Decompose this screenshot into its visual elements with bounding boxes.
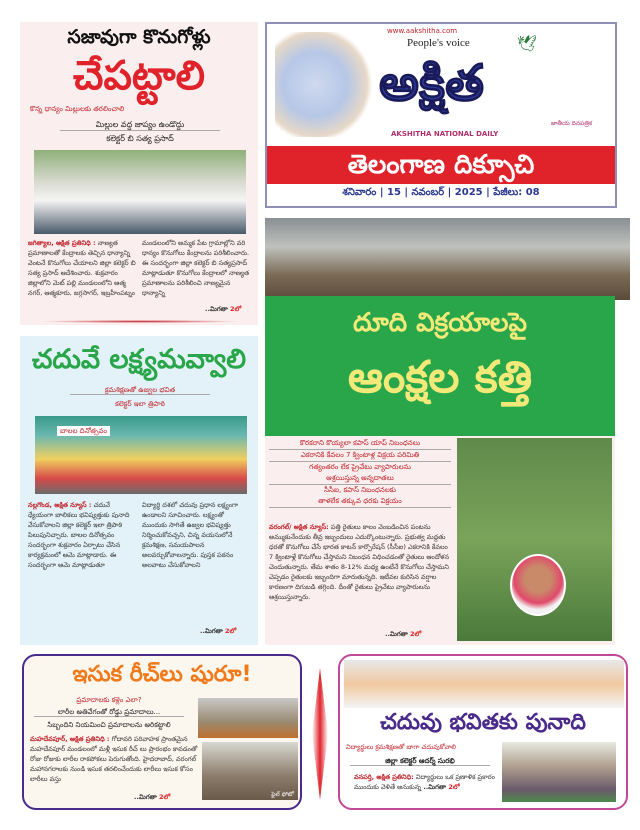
story5-top-photo: [344, 660, 624, 708]
story5-body: వనపర్తి, అక్షిత ప్రతినిధి: విద్యార్థులు ఒక ప్రణాళిక ప్రకారం ముందుకు వెళితే అనుకున్న ..మిగతా 2లో: [354, 773, 495, 791]
story2-body: [269, 522, 453, 622]
story1-col2: [142, 238, 250, 298]
story4-excavator-photo: [198, 698, 298, 738]
story2-sub: తాళలేక తక్కువ ధరకు విక్రయం: [269, 496, 451, 508]
english-name: AKSHITHA NATIONAL DAILY: [391, 130, 499, 138]
website-url[interactable]: www.aakshitha.com: [387, 27, 458, 35]
story4-trucks-photo: [202, 742, 298, 800]
edition-banner: తెలంగాణ దిక్సూచి: [267, 146, 615, 184]
story1-photo: [34, 150, 246, 234]
story2-headline: ఆంక్షల కత్తి: [347, 352, 533, 403]
story1-sub2: మిల్లుల వద్ద జాప్యం ఉండొద్దు: [60, 120, 220, 131]
story2-kicker: దూది విక్రయాలపై: [353, 308, 527, 338]
story3-dateline: నల్లగొండ, అక్షిత న్యూస్ :: [28, 501, 92, 509]
story3-col1: నల్లగొండ, అక్షిత న్యూస్ : చదువే ధ్యేయంగా బాలికలు భవిష్యత్తుకు పునాది వేసుకోవాలని జిల్లా కలెక్టర్ ఇలా త్రిపాఠి పిలుపునిచ్చారు. బాలల దినోత్సవం సందర్భంగా శుక్రవారం ఏర్పాటు చేసిన కార్యక్రమంలో ఆమె మాట్లాడారు. ఈ సందర్భంగా ఆమె మాట్లాడుతూ: [28, 501, 130, 569]
page-count: పేజీలు: 08: [493, 187, 540, 198]
month: నవంబర్: [411, 187, 445, 198]
telugu-subtitle: జాతీయ దినపత్రిక: [551, 120, 593, 127]
telangana-map: [275, 32, 375, 137]
story2-dateline: వరంగల్/ అక్షిత న్యూస్:: [269, 523, 329, 531]
story4-continued-link[interactable]: ..మిగతా 2లో: [134, 793, 171, 801]
masthead-logo: అక్షిత: [379, 54, 484, 112]
year: 2025: [454, 187, 483, 198]
story2-trucks-photo: [265, 218, 630, 300]
story-education-foundation: [338, 654, 628, 810]
story4-sub3: సిబ్బందిని నియమించి ప్రమాదాలను అరికట్టాలి: [47, 721, 171, 729]
story1-sub3: కలెక్టర్ బి సత్య ప్రసాద్: [106, 134, 174, 143]
story1-col2-text: మండలంలోని అమ్మక పేట గ్రామాల్లోని వరి ధాన్యం కొనుగోలు కేంద్రాలను పరిశీలించారు. ఈ సందర్భంగా జిల్లా కలెక్టర్ బి సత్యప్రసాద్ మాట్లాడుతూ కొనుగోలు కేంద్రాలలో నాణ్యత ప్రమాణాలను పరిశీలించి నాణ్యమైన ధాన్యాన్ని: [142, 239, 250, 297]
story2-sub: గత్యంతరం లేక ప్రైవేటు వ్యాపారులను: [309, 463, 411, 471]
separator-diamond: [312, 668, 328, 800]
story2-headline-block: [265, 296, 615, 436]
story4-headline: ఇసుక రీచ్‌లు షురూ!: [72, 662, 252, 687]
divider: [40, 320, 240, 323]
story3-sub2: కలెక్టర్ ఇలా త్రిపాఠి: [115, 400, 165, 408]
story-procurement: [20, 22, 258, 325]
story3-continued-link[interactable]: ..మిగతా 2లో: [200, 627, 237, 635]
story1-continued-link[interactable]: ..మిగతా 2లో: [205, 305, 242, 313]
story2-subheads: [269, 438, 451, 508]
story4-sub1: ప్రమాదాలకు కళ్లెం ఎలా?: [76, 696, 142, 704]
story3-sub1: క్రమశిక్షణతో ఉజ్వల భవిత: [70, 386, 210, 395]
story2-sub: ఎకరానికి కేవలం 7 క్వింటాళ్ల విక్రయ పరిమితి: [269, 450, 451, 462]
story4-sub2: లారీల అతివేగంతో రోడ్డు ప్రమాదాలు...: [34, 708, 184, 717]
bird-logo-icon: 🕊: [517, 34, 538, 53]
tagline: People's voice: [407, 37, 470, 49]
photo-caption: ఫైల్ ఫోటో: [271, 790, 294, 798]
story2-sub: కొరకరాని కొయ్యలా కపాస్ యాప్ నిబంధనలు: [269, 438, 451, 450]
story2-body-text: పత్తి రైతులు కాలం వెంబడించిన పంటను అమ్ముకునేందుకు తీవ్ర ఇబ్బందులు ఎదుర్కొంటున్నారు. ప్రభుత్వ మద్దతు ధరతో కొనుగోలు చేసే భారత కాటన్ కార్పొరేషన్ (సీసీఐ) ఎకరానికి కేవలం 7 క్వింటాళ్లే కొనుగోలు చేస్తామని నిబంధన విధించడంతో రైతులు ఆందోళన చెందుతున్నారు. తేమ శాతం 8-12% మధ్య ఉంటేనే కొనుగోలు చేస్తామని చెప్పడం రైతులకు ఇబ్బందిగా మారుతున్నది. ఇటీవల కురిసిన వర్షాల కారణంగా దిగుబడి తగ్గింది. దీంతో రైతులు ప్రైవేటు వ్యాపారులను ఆశ్రయిస్తున్నారు.: [269, 523, 450, 601]
reporter-portrait: [510, 554, 566, 616]
story1-col1: [28, 238, 136, 316]
date-line: శనివారం | 15 | నవంబర్ | 2025 | పేజీలు: 08: [342, 187, 540, 198]
story5-dateline: వనపర్తి, అక్షిత ప్రతినిధి:: [354, 773, 414, 781]
story-sand-reaches: [22, 654, 302, 810]
story4-dateline: మహదేవపూర్, అక్షిత ప్రతినిధి :: [30, 735, 110, 743]
story2-sub: సీసీఐ, కపాస్ నిబంధనలకు: [324, 486, 396, 494]
story4-body: మహదేవపూర్, అక్షిత ప్రతినిధి : గోదావరి పరివాహక ప్రాంతమైన మహదేవపూర్ మండలంలో మళ్లీ ఇసుక రీచ్ లు ప్రారంభం కావడంతో రోజు రోజుకు లారీల రాకపోకలు పెరుగుతోంది. హైదరాబాద్, వరంగల్ మహానగరాలకు నుండి ఇసుక తరలించేందుకు లారీలు ఇసుక కోసం లారీలు వస్తు: [30, 735, 198, 783]
story5-crowd-photo: [502, 742, 616, 802]
story1-col1-text: నాణ్యత ప్రమాణాలతో కేంద్రాలకు తెచ్చిన ధాన్యాన్ని వెంటనే కొనుగోలు చేయాలని జిల్లా కలెక్టర్ బి సత్య ప్రసాద్ ఆదేశించారు. శుక్రవారం జిల్లాలోని మెట్ పల్లి మండలంలోని ఆత్మ నగర్, ఆత్మకూరు, జగ్గసాగర్, ఇబ్రహీంపట్నం: [28, 239, 136, 297]
story2-sub: ఆశ్రయిస్తున్న అన్నదాతలు: [269, 473, 451, 485]
story1-dateline: జగిత్యాల, అక్షిత ప్రతినిధి :: [28, 239, 96, 247]
story3-photo: [35, 416, 247, 494]
story5-sub1: విద్యార్థులు క్రమశిక్షణతో బాగా చదువుకోవాలి: [346, 743, 457, 751]
story3-headline: చదువే లక్ష్యమవ్వాలి: [31, 344, 247, 375]
photo-banner: బాలల దినోత్సవం: [57, 426, 110, 436]
masthead: [265, 22, 617, 208]
story1-headline: చేపట్టాలి: [73, 53, 205, 99]
story5-continued-link[interactable]: ..మిగతా 2లో: [423, 783, 460, 791]
story5-headline: చదువు భవితకు పునాది: [380, 710, 586, 735]
story1-kicker: సజావుగా కొనుగోళ్లు: [67, 26, 211, 48]
story3-col2: విద్యార్థి దశలో చదువు ప్రధాన లక్ష్యంగా ఉండాలని సూచించారు. లక్ష్యంతో ముందుకు సాగితే ఉజ్వల భవిష్యత్తు నిర్మించుకోవచ్చని, చిన్న వయసులోనే క్రమశిక్షణ, సమయపాలన అలవర్చుకోవాలన్నారు. పుస్తక పఠనం అలవాటు చేసుకోవాలని: [142, 501, 238, 569]
story1-sub1: కొన్న ధాన్యం మిల్లులకు తరలించాలి: [30, 105, 125, 113]
story2-continued-link[interactable]: ..మిగతా 2లో: [385, 630, 422, 638]
story2-body-area: [265, 436, 615, 645]
day: 15: [386, 187, 401, 198]
story-education: [20, 336, 258, 645]
story5-sub2: జిల్లా కలెక్టర్ ఆదర్శ్ సురభి: [350, 757, 490, 766]
weekday: శనివారం: [342, 187, 377, 198]
